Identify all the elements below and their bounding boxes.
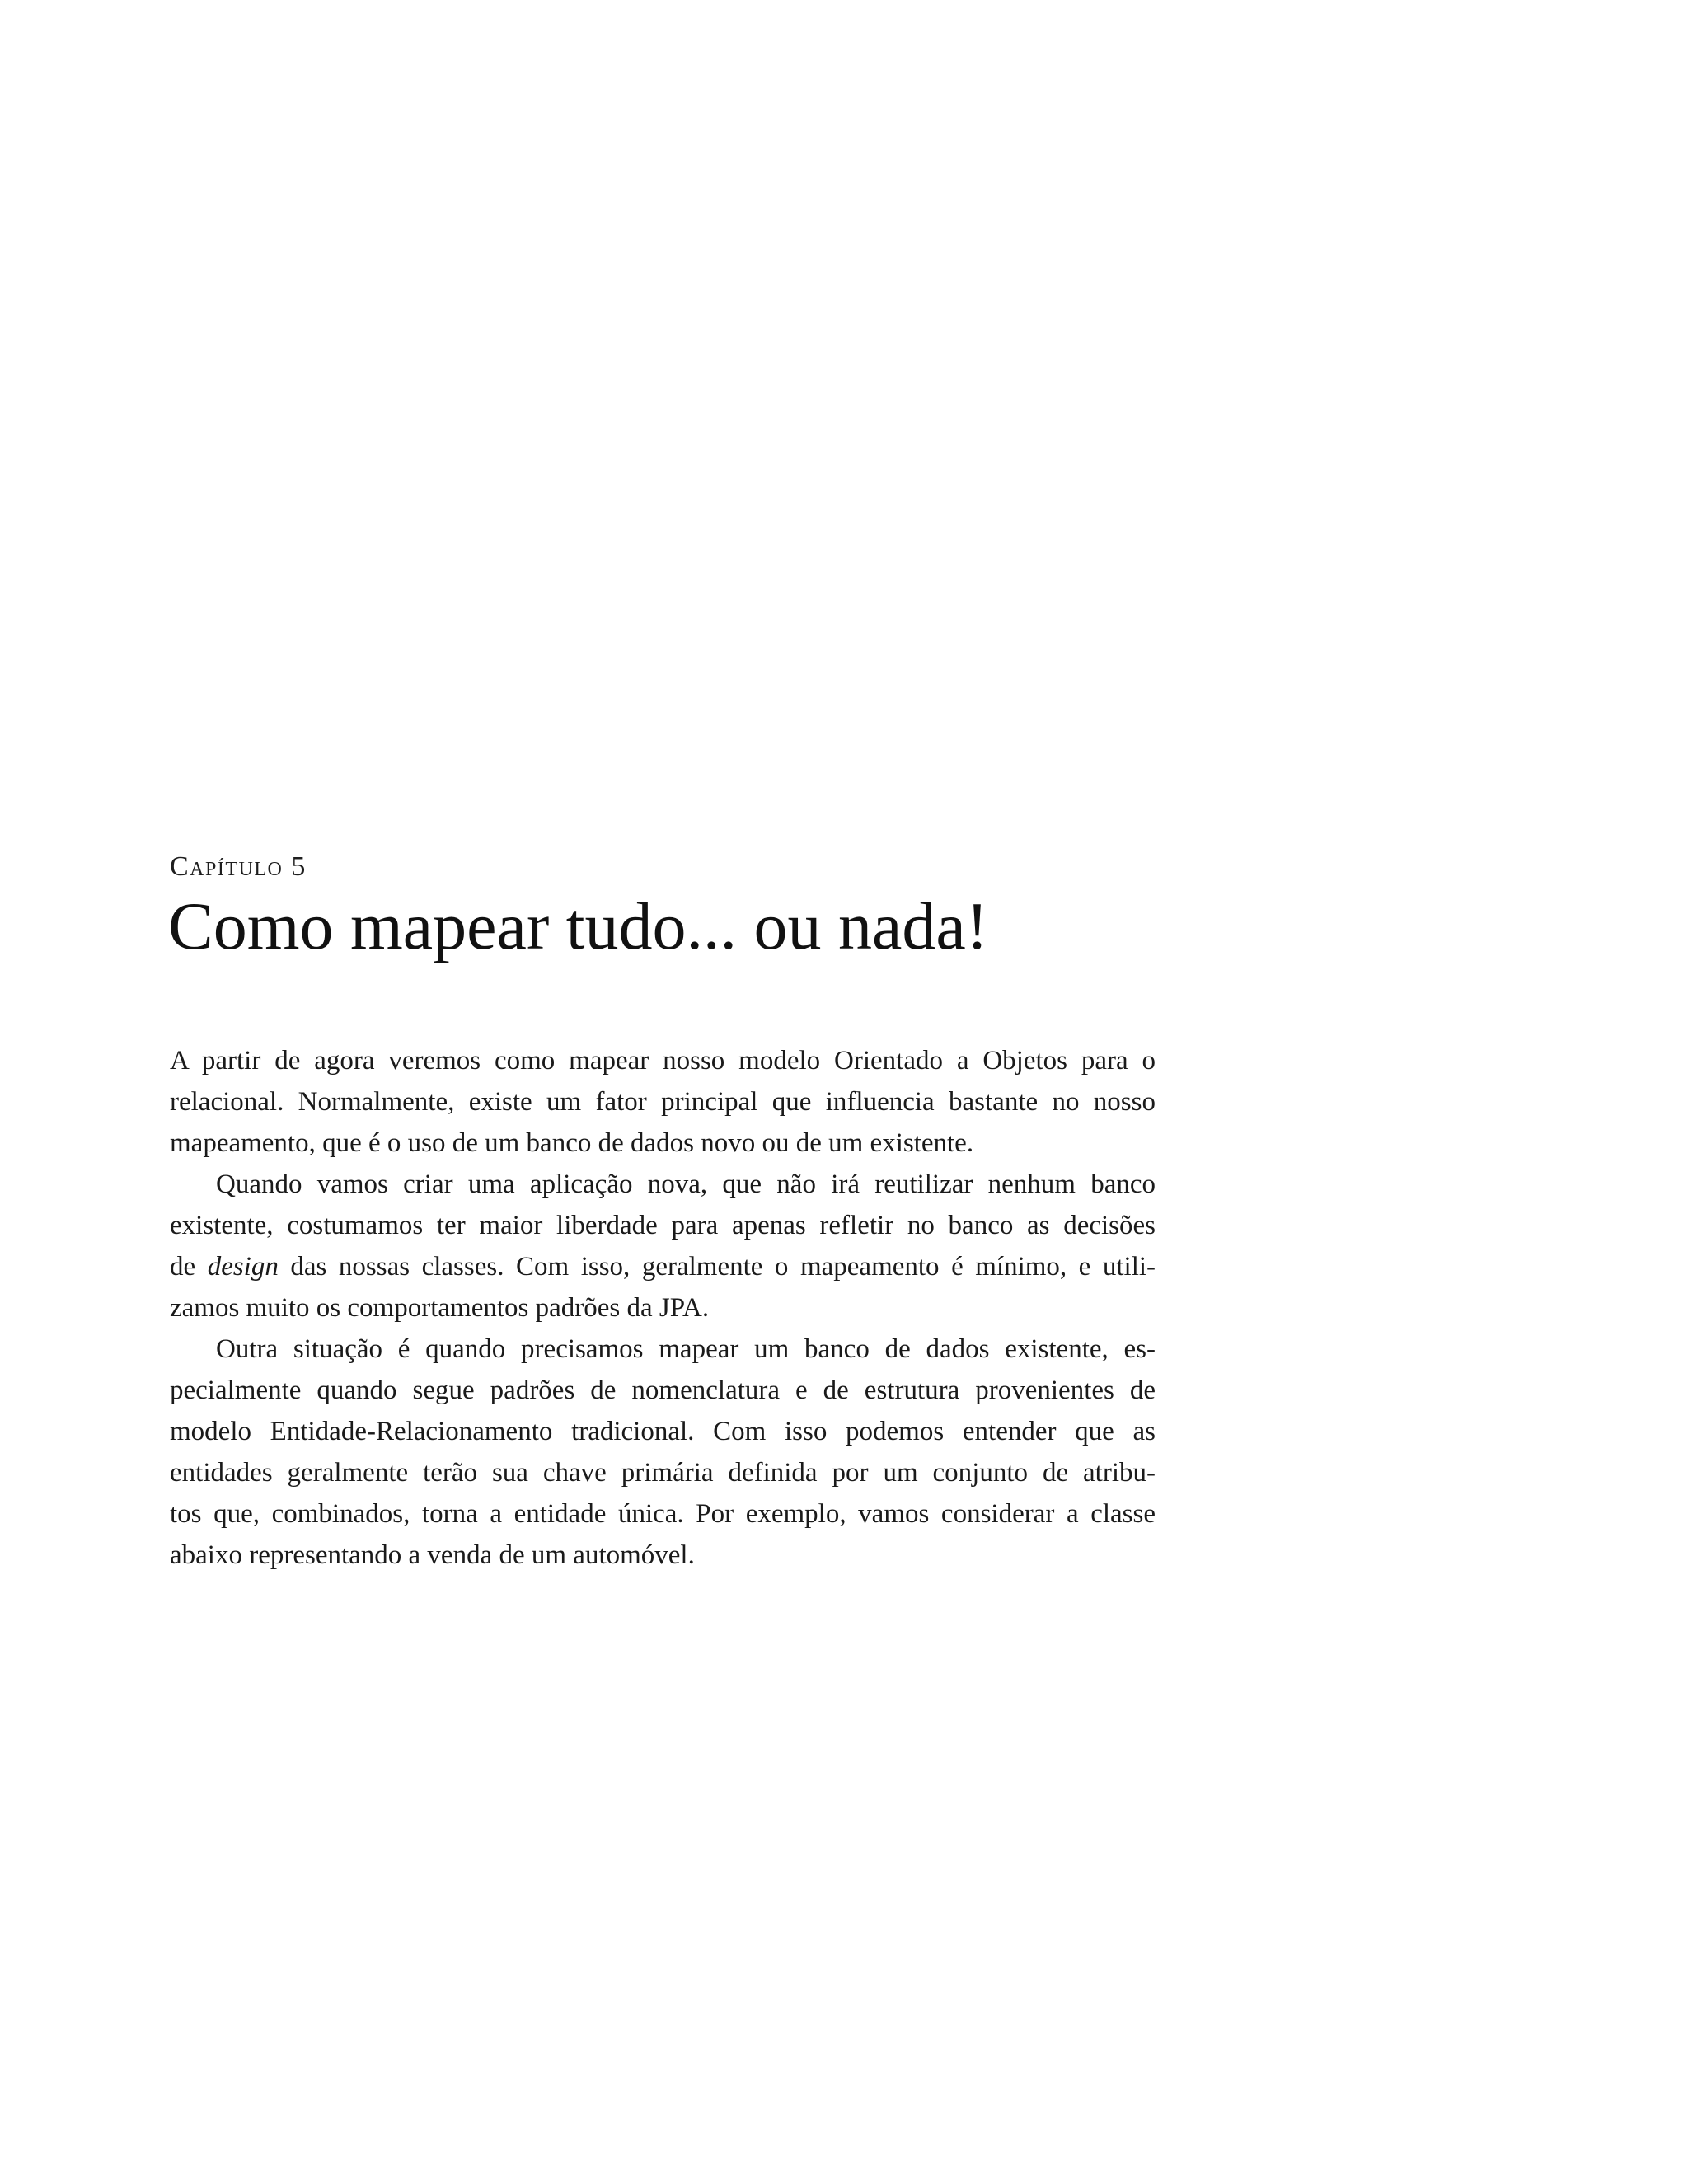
paragraph-2 [170,1164,1156,1329]
paragraph-line: A partir de agora veremos como mapear nosso modelo Orientado a Objetos para o [170,1046,1156,1076]
paragraph-line: abaixo representando a venda de um automóvel. [170,1540,695,1570]
paragraph-1 [170,1040,1156,1164]
paragraph-line: relacional. Normalmente, existe um fator principal que influencia bastante no nosso [170,1087,1156,1117]
paragraph-line: mapeamento, que é o uso de um banco de dados novo ou de um existente. [170,1128,974,1158]
chapter-body [170,1040,1156,1576]
paragraph-line: modelo Entidade-Relacionamento tradicional. Com isso podemos entender que as [170,1417,1156,1446]
emphasis-text: design [207,1252,279,1282]
paragraph-line: existente, costumamos ter maior liberdade para apenas refletir no banco as decisões [170,1211,1156,1240]
paragraph-line-mixed [170,1246,1156,1287]
paragraph-line: zamos muito os comportamentos padrões da JPA. [170,1293,710,1323]
paragraph-line: entidades geralmente terão sua chave primária definida por um conjunto de atribu- [170,1458,1156,1488]
paragraph-text: de [170,1252,196,1282]
chapter-label: Capítulo 5 [170,851,307,882]
chapter-title: Como mapear tudo... ou nada! [168,888,989,963]
paragraph-text: das nossas classes. Com isso, geralmente o mapeamento é mínimo, e utili- [290,1252,1156,1282]
paragraph-line: tos que, combinados, torna a entidade única. Por exemplo, vamos considerar a classe [170,1499,1156,1529]
paragraph-line: Quando vamos criar uma aplicação nova, que não irá reutilizar nenhum banco [216,1169,1156,1199]
paragraph-line: Outra situação é quando precisamos mapear um banco de dados existente, es- [216,1334,1156,1364]
paragraph-3 [170,1329,1156,1576]
paragraph-line: pecialmente quando segue padrões de nomenclatura e de estrutura provenientes de [170,1376,1156,1405]
